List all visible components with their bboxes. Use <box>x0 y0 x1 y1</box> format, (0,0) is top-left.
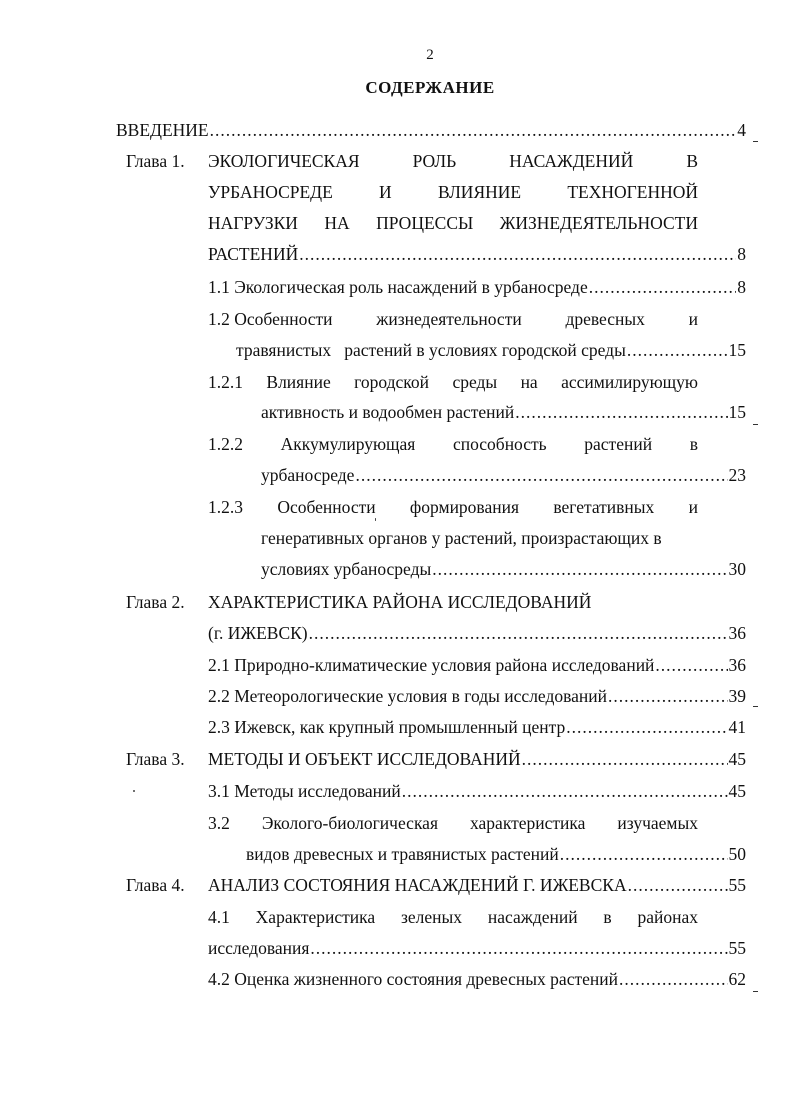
entry-word: и <box>688 309 698 329</box>
chapter-4-title <box>208 874 746 896</box>
toc-entry-label: исследования <box>208 938 310 958</box>
entry-word: 1.2.2 <box>208 434 243 454</box>
toc-entry-1-2-3-line-1 <box>208 496 698 518</box>
toc-entry-2-3 <box>208 716 746 738</box>
chapter-3-title <box>208 748 746 770</box>
chapter-2-label: Глава 2. <box>126 592 185 612</box>
toc-entry-4-1-line-2 <box>208 937 746 959</box>
toc-entry-page: 39 <box>728 686 746 706</box>
leader-dots <box>566 716 727 738</box>
chapter-2-title-last <box>208 622 746 644</box>
toc-entry-label: АНАЛИЗ СОСТОЯНИЯ НАСАЖДЕНИЙ Г. ИЖЕВСКА <box>208 875 627 895</box>
toc-entry-page: 23 <box>728 465 746 485</box>
entry-word: на <box>520 372 538 392</box>
toc-entry-page: 36 <box>728 655 746 675</box>
entry-word: древесных <box>565 309 645 329</box>
entry-word: Характеристика <box>255 907 376 927</box>
toc-entry-label: ВВЕДЕНИЕ <box>116 120 209 140</box>
leader-dots <box>310 937 727 959</box>
toc-entry-label: 2.2 Метеорологические условия в годы исследований <box>208 686 608 706</box>
entry-word: Эколого-биологическая <box>261 813 439 833</box>
toc-entry-page: 50 <box>728 844 746 864</box>
chapter-4-label: Глава 4. <box>126 875 185 895</box>
title-word: НА <box>324 213 350 233</box>
title-word: ПРОЦЕССЫ <box>376 213 474 233</box>
leader-dots <box>355 464 727 486</box>
toc-entry-1-1 <box>208 276 746 298</box>
toc-entry-2-1 <box>208 654 746 676</box>
title-word: УРБАНОСРЕДЕ <box>208 182 333 202</box>
entry-word: районах <box>637 907 698 927</box>
leader-dots <box>655 654 727 676</box>
scan-mark <box>753 706 758 707</box>
title-word: РОЛЬ <box>412 151 457 171</box>
scan-mark <box>753 424 758 425</box>
toc-entry-1-2-line-1 <box>208 308 698 330</box>
toc-entry-page: 8 <box>737 277 746 297</box>
leader-dots <box>628 874 728 896</box>
toc-entry-page: 8 <box>737 244 746 264</box>
toc-entry-3-1 <box>208 780 746 802</box>
toc-entry-label: активность и водообмен растений <box>261 402 515 422</box>
toc-entry-1-2-line-2 <box>236 339 746 361</box>
entry-word: изучаемых <box>617 813 698 833</box>
toc-entry-3-2-line-2 <box>246 843 746 865</box>
toc-entry-page: 15 <box>728 402 746 422</box>
scan-mark <box>753 141 758 142</box>
leader-dots <box>299 243 736 265</box>
leader-dots <box>210 119 737 141</box>
toc-entry-page: 45 <box>728 781 746 801</box>
leader-dots <box>627 339 728 361</box>
toc-entry-1-2-3-line-2: генеративных органов у растений, произрастающих в <box>261 528 662 548</box>
toc-entry-page: 55 <box>728 875 746 895</box>
entry-word: Влияние <box>266 372 331 392</box>
toc-entry-page: 62 <box>728 969 746 989</box>
entry-word: в <box>603 907 612 927</box>
chapter-1-title-line-3 <box>208 212 698 234</box>
entry-word: зеленых <box>400 907 463 927</box>
entry-word: в <box>689 434 698 454</box>
toc-entry-label: урбаносреде <box>261 465 355 485</box>
toc-entry-4-1-line-1 <box>208 906 698 928</box>
title-word: ТЕХНОГЕННОЙ <box>567 182 698 202</box>
title-word: ЖИЗНЕДЕЯТЕЛЬНОСТИ <box>499 213 698 233</box>
toc-entry-3-2-line-1 <box>208 812 698 834</box>
title-word: ВЛИЯНИЕ <box>437 182 522 202</box>
leader-dots <box>560 843 728 865</box>
title-word: НАГРУЗКИ <box>208 213 298 233</box>
leader-dots <box>522 748 728 770</box>
leader-dots <box>432 558 727 580</box>
toc-entry-label: РАСТЕНИЙ <box>208 244 299 264</box>
entry-word: Аккумулирующая <box>280 434 416 454</box>
toc-entry-2-2 <box>208 685 746 707</box>
title-word: НАСАЖДЕНИЙ <box>509 151 634 171</box>
toc-entry-label: 1.1 Экологическая роль насаждений в урбаносреде <box>208 277 588 297</box>
chapter-2-title: ХАРАКТЕРИСТИКА РАЙОНА ИССЛЕДОВАНИЙ <box>208 592 592 612</box>
toc-entry-page: 55 <box>728 938 746 958</box>
entry-word: 4.1 <box>208 907 230 927</box>
scan-mark <box>753 991 758 992</box>
entry-word: способность <box>452 434 547 454</box>
entry-word: 1.2 Особенности <box>208 309 333 329</box>
entry-word: ассимилирующую <box>561 372 698 392</box>
toc-entry-label: (г. ИЖЕВСК) <box>208 623 308 643</box>
toc-entry-1-2-2-line-1 <box>208 433 698 455</box>
leader-dots <box>515 401 727 423</box>
toc-entry-page: 15 <box>728 340 746 360</box>
toc-entry-1-2-1-line-2 <box>261 401 746 423</box>
toc-entry-page: 30 <box>728 559 746 579</box>
toc-entry-label: видов древесных и травянистых растений <box>246 844 559 864</box>
leader-dots <box>309 622 728 644</box>
toc-entry-label: травянистых растений в условиях городской среды <box>236 340 626 360</box>
chapter-1-label: Глава 1. <box>126 151 185 171</box>
entry-word: растений <box>584 434 653 454</box>
title-word: ЭКОЛОГИЧЕСКАЯ <box>208 151 360 171</box>
page-number: 2 <box>426 47 434 63</box>
toc-entry-page: 41 <box>728 717 746 737</box>
toc-entry-1-2-2-line-2 <box>261 464 746 486</box>
title-word: И <box>379 182 392 202</box>
entry-word: среды <box>452 372 498 392</box>
toc-entry-intro <box>116 119 746 141</box>
chapter-1-title-line-2 <box>208 181 698 203</box>
entry-word: вегетативных <box>553 497 655 517</box>
toc-entry-1-2-3-line-3 <box>261 558 746 580</box>
entry-word: характеристика <box>470 813 586 833</box>
toc-entry-label: МЕТОДЫ И ОБЪЕКТ ИССЛЕДОВАНИЙ <box>208 749 521 769</box>
entry-word: и <box>688 497 698 517</box>
toc-entry-label: 2.1 Природно-климатические условия района исследований <box>208 655 655 675</box>
toc-entry-label: условиях урбаносреды <box>261 559 432 579</box>
entry-word: насаждений <box>487 907 578 927</box>
leader-dots <box>608 685 727 707</box>
toc-entry-label: 3.1 Методы исследований <box>208 781 401 801</box>
entry-word: городской <box>354 372 430 392</box>
chapter-3-label: Глава 3. <box>126 749 185 769</box>
toc-entry-4-2 <box>208 968 746 990</box>
chapter-1-title-last <box>208 243 746 265</box>
entry-word: 3.2 <box>208 813 230 833</box>
scan-speck <box>133 790 135 792</box>
entry-word: формирования <box>409 497 520 517</box>
entry-word: Особенности <box>277 497 376 517</box>
scan-speck <box>375 518 376 521</box>
toc-entry-1-2-1-line-1 <box>208 371 698 393</box>
entry-word: 1.2.3 <box>208 497 243 517</box>
toc-entry-page: 36 <box>728 623 746 643</box>
leader-dots <box>589 276 737 298</box>
entry-word: 1.2.1 <box>208 372 243 392</box>
leader-dots <box>402 780 728 802</box>
leader-dots <box>619 968 728 990</box>
toc-entry-page: 4 <box>737 120 746 140</box>
chapter-1-title-line-1 <box>208 150 698 172</box>
page-title: СОДЕРЖАНИЕ <box>365 78 495 97</box>
title-word: В <box>686 151 698 171</box>
toc-entry-page: 45 <box>728 749 746 769</box>
toc-entry-label: 4.2 Оценка жизненного состояния древесных растений <box>208 969 618 989</box>
entry-word: жизнедеятельности <box>376 309 522 329</box>
toc-entry-label: 2.3 Ижевск, как крупный промышленный центр <box>208 717 566 737</box>
